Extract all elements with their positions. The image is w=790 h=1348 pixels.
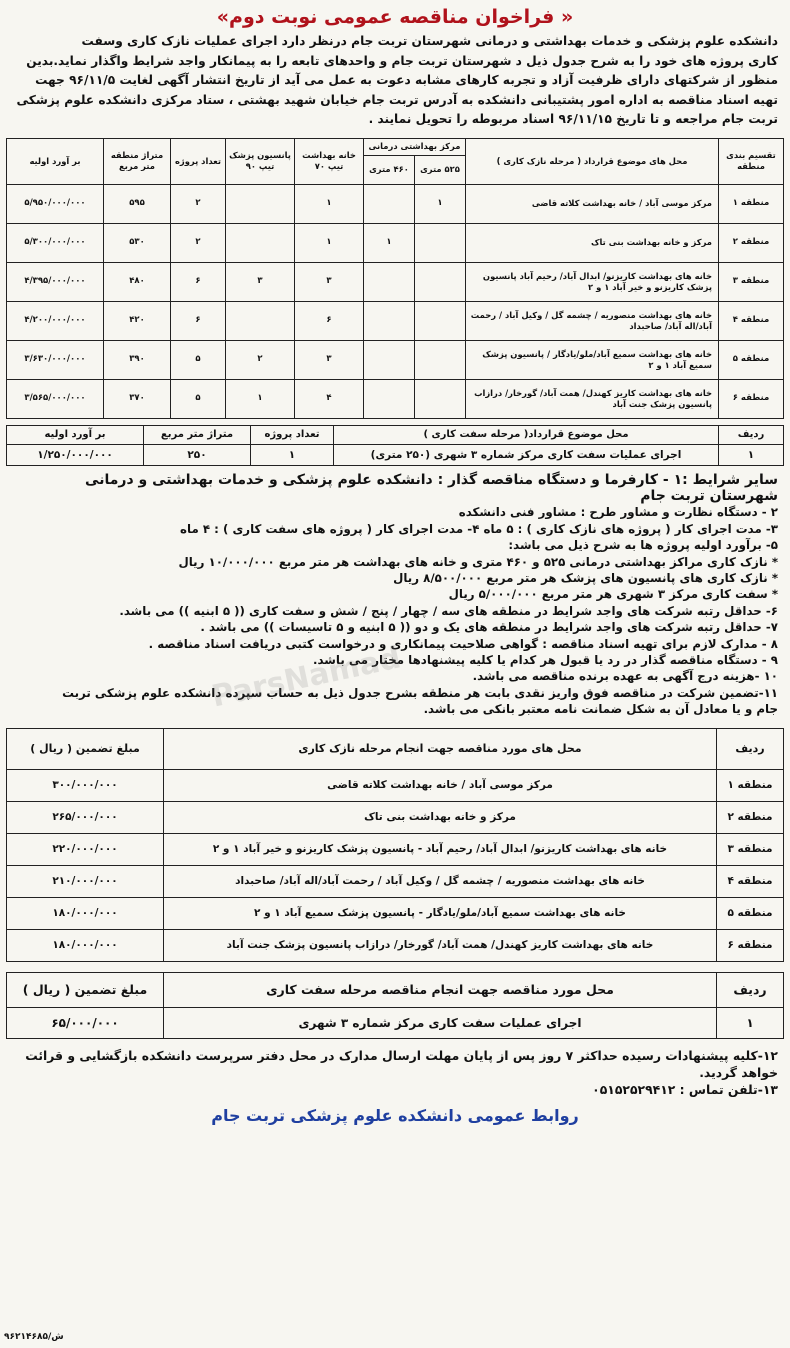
cell-area: ۲۵۰: [144, 444, 251, 465]
table-row: [7, 262, 784, 301]
cell-health-house: ۱: [295, 184, 364, 223]
table-row: [7, 223, 784, 262]
table-row: [7, 340, 784, 379]
cell-region: منطقه ۵: [719, 340, 784, 379]
table-row: [7, 301, 784, 340]
table-row: [7, 379, 784, 418]
cell-amount: ۶۵/۰۰۰/۰۰۰: [7, 1007, 164, 1038]
cell-460m: ۱: [364, 223, 415, 262]
cell-estimate: ۵/۳۰۰/۰۰۰/۰۰۰: [7, 223, 104, 262]
cell-pansion: ۳: [226, 262, 295, 301]
condition-item: * نازک کاری های پانسیون های پزشک هر متر مربع ۸/۵۰۰/۰۰۰ ریال: [393, 570, 778, 585]
table-row: [7, 769, 784, 801]
table-row: [7, 865, 784, 897]
condition-item: ۳- مدت اجرای کار ( پروژه های نازک کاری ) : ۵ ماه ۴- مدت اجرای کار ( پروژه های سفت کاری ) : ۴ ماه: [180, 521, 778, 536]
table-row: [7, 1007, 784, 1038]
notice-title: « فراخوان مناقصه عمومی نوبت دوم»: [216, 6, 574, 28]
cell-region: منطقه ۳: [719, 262, 784, 301]
footer-line: خواهد گردید.: [699, 1064, 778, 1080]
cell-pansion: ۱: [226, 379, 295, 418]
cell-location: اجرای عملیات سفت کاری مرکز شماره ۳ شهری (۲۵۰ متری): [334, 444, 719, 465]
cell-pansion: [226, 223, 295, 262]
cell-525m: [415, 301, 466, 340]
cell-location: خانه های بهداشت سمیع آباد/ملو/یادگار / پانسیون پزشک سمیع آباد ۱ و ۲: [466, 340, 719, 379]
cell-count: ۶: [171, 301, 226, 340]
cell-location: خانه های بهداشت منصوریه / چشمه گل / وکیل آباد / رحمت آباد/اله آباد/ صاحبداد: [164, 865, 717, 897]
condition-item: ۶- حداقل رتبه شرکت های واجد شرایط در منطقه های سه / چهار / پنج / شش و سفت کاری (( ۵ ابنیه )) می باشد.: [119, 603, 778, 618]
table-row: [7, 929, 784, 961]
col-row: ردیف: [717, 728, 784, 769]
signature: روابط عمومی دانشکده علوم پزشکی تربت جام: [211, 1105, 579, 1125]
cell-460m: [364, 340, 415, 379]
table-row: [7, 801, 784, 833]
structural-guarantee-table: [6, 972, 784, 1039]
condition-item: ۹ - دستگاه مناقصه گذار در رد یا قبول هر کدام یا کلیه پیشنهادها مختار می باشد.: [313, 652, 778, 667]
condition-item: ۷- حداقل رتبه شرکت های واجد شرایط در منطقه های یک و دو (( ۵ ابنیه و ۵ تاسیسات )) می باشد .: [200, 620, 778, 635]
col-project-count: تعداد پروژه: [251, 425, 334, 444]
col-guarantee-amount: مبلغ تضمین ( ریال ): [7, 972, 164, 1007]
cell-health-house: ۳: [295, 262, 364, 301]
col-project-count: تعداد پروژه: [171, 138, 226, 184]
cell-location: خانه های بهداشت کاریزنو/ ابدال آباد/ رحیم آباد پانسیون پزشک کاریزنو و خیر آباد ۱ و ۲: [466, 262, 719, 301]
col-pansion: پانسیون پزشک تیپ ۹۰: [226, 138, 295, 184]
cell-460m: [364, 184, 415, 223]
cell-525m: ۱: [415, 184, 466, 223]
cell-525m: [415, 340, 466, 379]
condition-item: ۱۰ -هزینه درج آگهی به عهده برنده مناقصه می باشد.: [472, 669, 778, 684]
intro-line: تهیه اسناد مناقصه به اداره امور پشتیبانی دانشکده به آدرس تربت جام خیابان شهید بهشتی ، ستاد مرکزی دانشکده علوم پزشکی: [16, 92, 778, 107]
cell-location: خانه های بهداشت کاریزنو/ ابدال آباد/ رحیم آباد - پانسیون پزشک کاریزنو و خیر آباد ۱ و ۲: [164, 833, 717, 865]
col-estimate: بر آورد اولیه: [7, 425, 144, 444]
cell-row: منطقه ۴: [717, 865, 784, 897]
cell-location: خانه های بهداشت منصوریه / چشمه گل / وکیل آباد / رحمت آباد/اله آباد/ صاحبداد: [466, 301, 719, 340]
table-row: [7, 833, 784, 865]
cell-estimate: ۳/۶۳۰/۰۰۰/۰۰۰: [7, 340, 104, 379]
intro-line: تربت جام مراجعه و تا تاریخ ۹۶/۱۱/۱۵ اسناد مربوطه را تحویل نمایند .: [368, 112, 778, 126]
col-location: محل موضوع قرارداد( مرحله سفت کاری ): [334, 425, 719, 444]
cell-460m: [364, 379, 415, 418]
table-row: [7, 184, 784, 223]
col-row: ردیف: [717, 972, 784, 1007]
cell-pansion: [226, 184, 295, 223]
cell-row: منطقه ۲: [717, 801, 784, 833]
col-region: تقسیم بندی منطقه: [719, 138, 784, 184]
cell-count: ۵: [171, 379, 226, 418]
col-460m: ۴۶۰ متری: [364, 155, 415, 184]
cell-count: ۵: [171, 340, 226, 379]
cell-estimate: ۳/۵۶۵/۰۰۰/۰۰۰: [7, 379, 104, 418]
cell-count: ۲: [171, 223, 226, 262]
cell-460m: [364, 262, 415, 301]
cell-525m: [415, 379, 466, 418]
cell-estimate: ۱/۲۵۰/۰۰۰/۰۰۰: [7, 444, 144, 465]
ad-code: ۹۶۲۱۴۶۸۵/ش: [4, 1332, 64, 1342]
structural-works-table: [6, 425, 784, 466]
footer-notes: [6, 1039, 784, 1098]
cell-amount: ۱۸۰/۰۰۰/۰۰۰: [7, 929, 164, 961]
watermark: ParsNamad: [208, 640, 404, 715]
cell-area: ۴۸۰: [104, 262, 171, 301]
col-location: محل های موضوع قرارداد ( مرحله نازک کاری ): [466, 138, 719, 184]
cell-region: منطقه ۶: [719, 379, 784, 418]
footer-line: ۱۳-تلفن تماس : ۰۵۱۵۲۵۲۹۴۱۲: [592, 1081, 778, 1097]
condition-item: ۲ - دستگاه نظارت و مشاور طرح : مشاور فنی دانشکده: [458, 505, 778, 520]
cell-area: ۵۹۵: [104, 184, 171, 223]
col-area: متراژ متر مربع: [144, 425, 251, 444]
cell-health-house: ۳: [295, 340, 364, 379]
cell-amount: ۲۲۰/۰۰۰/۰۰۰: [7, 833, 164, 865]
cell-location: خانه های بهداشت کاریز کهندل/ همت آباد/ گورخار/ درازاب پانسیون پزشک جنت آباد: [466, 379, 719, 418]
cell-amount: ۲۱۰/۰۰۰/۰۰۰: [7, 865, 164, 897]
cell-estimate: ۵/۹۵۰/۰۰۰/۰۰۰: [7, 184, 104, 223]
cell-460m: [364, 301, 415, 340]
cell-row: ۱: [717, 1007, 784, 1038]
cell-location: مرکز و خانه بهداشت بنی تاک: [164, 801, 717, 833]
condition-item: * سفت کاری مرکز ۳ شهری هر متر مربع ۵/۰۰۰/۰۰۰ ریال: [448, 587, 778, 602]
col-location: محل مورد مناقصه جهت انجام مناقصه مرحله سفت کاری: [164, 972, 717, 1007]
cell-525m: [415, 262, 466, 301]
cell-area: ۴۲۰: [104, 301, 171, 340]
intro-paragraph: [6, 32, 784, 130]
cell-row: منطقه ۱: [717, 769, 784, 801]
col-row: ردیف: [719, 425, 784, 444]
cell-health-house: ۶: [295, 301, 364, 340]
intro-line: کاری پروژه های خود را به شرح جدول ذیل د شهرستان تربت جام و واحدهای تابعه را به پیمانکار واجد شرایط واگذار نماید.بدین: [26, 53, 778, 68]
cell-pansion: ۲: [226, 340, 295, 379]
cell-region: منطقه ۴: [719, 301, 784, 340]
table-row: [7, 897, 784, 929]
conditions-list: [6, 466, 784, 718]
col-location: محل های مورد مناقصه جهت انجام مرحله نازک کاری: [164, 728, 717, 769]
cell-region: منطقه ۱: [719, 184, 784, 223]
cell-location: خانه های بهداشت کاریز کهندل/ همت آباد/ گورخار/ درازاب پانسیون پزشک جنت آباد: [164, 929, 717, 961]
finishing-works-table: [6, 138, 784, 419]
col-guarantee-amount: مبلغ تضمین ( ریال ): [7, 728, 164, 769]
table-row: [7, 444, 784, 465]
cell-525m: [415, 223, 466, 262]
condition-item: جام و یا معادل آن به شکل ضمانت نامه معتبر بانکی می باشد.: [423, 702, 778, 717]
cell-health-house: ۱: [295, 223, 364, 262]
col-health-center: مرکز بهداشتی درمانی: [364, 138, 466, 155]
cell-count: ۱: [251, 444, 334, 465]
col-525m: ۵۲۵ متری: [415, 155, 466, 184]
cell-health-house: ۴: [295, 379, 364, 418]
cell-estimate: ۴/۲۰۰/۰۰۰/۰۰۰: [7, 301, 104, 340]
cell-location: اجرای عملیات سفت کاری مرکز شماره ۳ شهری: [164, 1007, 717, 1038]
cell-amount: ۱۸۰/۰۰۰/۰۰۰: [7, 897, 164, 929]
cell-row: منطقه ۵: [717, 897, 784, 929]
cell-area: ۵۳۰: [104, 223, 171, 262]
cell-location: مرکز موسی آباد / خانه بهداشت کلاته قاضی: [466, 184, 719, 223]
cell-location: خانه های بهداشت سمیع آباد/ملو/یادگار - پانسیون پزشک سمیع آباد ۱ و ۲: [164, 897, 717, 929]
cell-pansion: [226, 301, 295, 340]
cell-estimate: ۴/۳۹۵/۰۰۰/۰۰۰: [7, 262, 104, 301]
cell-location: مرکز و خانه بهداشت بنی تاک: [466, 223, 719, 262]
cell-amount: ۲۶۵/۰۰۰/۰۰۰: [7, 801, 164, 833]
condition-item: ۱۱-تضمین شرکت در مناقصه فوق واریز نقدی بابت هر منطقه بشرح جدول ذیل به حساب سپرده دانشکده علوم پزشکی تربت: [62, 685, 778, 700]
cell-row: منطقه ۶: [717, 929, 784, 961]
condition-item: ۸ - مدارک لازم برای تهیه اسناد مناقصه : گواهی صلاحیت پیمانکاری و درخواست کتبی دریافت اسناد مناقصه .: [148, 636, 778, 651]
cell-amount: ۳۰۰/۰۰۰/۰۰۰: [7, 769, 164, 801]
finishing-guarantee-table: [6, 728, 784, 962]
condition-item: سایر شرایط :۱ - کارفرما و دستگاه مناقصه گذار : دانشکده علوم پزشکی و خدمات بهداشتی و درمانی شهرستان تربت جام: [85, 471, 778, 504]
cell-area: ۳۹۰: [104, 340, 171, 379]
intro-line: منظور از شرکتهای دارای ظرفیت آزاد و تجربه کارهای مشابه دعوت به عمل می آید از تاریخ انتشار آگهی لغایت ۹۶/۱۱/۵ جهت: [35, 73, 778, 87]
condition-item: * نازک کاری مراکز بهداشتی درمانی ۵۲۵ و ۴۶۰ متری و خانه های بهداشت هر متر مربع ۱۰/۰۰۰/۰۰۰ ریال: [178, 554, 778, 569]
condition-item: ۵- برآورد اولیه پروژه ها به شرح ذیل می باشد:: [508, 538, 778, 553]
footer-line: ۱۲-کلیه پیشنهادات رسیده حداکثر ۷ روز پس از پایان مهلت ارسال مدارک در محل دفتر سرپرست دانشکده بازگشایی و قرائت: [25, 1047, 778, 1063]
cell-area: ۳۷۰: [104, 379, 171, 418]
cell-row: منطقه ۳: [717, 833, 784, 865]
cell-count: ۶: [171, 262, 226, 301]
cell-region: منطقه ۲: [719, 223, 784, 262]
cell-count: ۲: [171, 184, 226, 223]
intro-line: دانشکده علوم پزشکی و خدمات بهداشتی و درمانی شهرستان تربت جام درنظر دارد اجرای عملیات نازک کاری وسفت: [81, 34, 778, 48]
cell-location: مرکز موسی آباد / خانه بهداشت کلاته قاضی: [164, 769, 717, 801]
col-health-house: خانه بهداشت تیپ ۷۰: [295, 138, 364, 184]
col-area: متراژ منطقه متر مربع: [104, 138, 171, 184]
col-estimate: بر آورد اولیه: [7, 138, 104, 184]
cell-row: ۱: [719, 444, 784, 465]
